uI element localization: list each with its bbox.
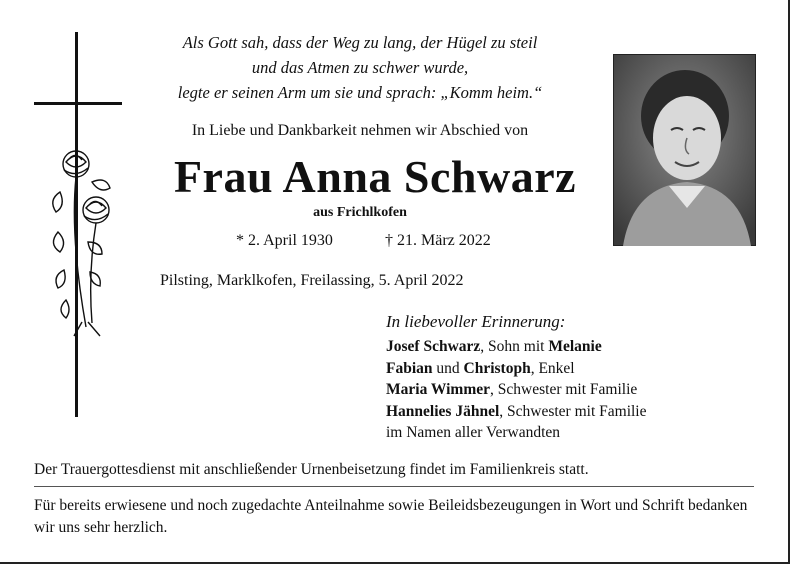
family-line [386, 336, 647, 358]
family-name: Maria Wimmer [386, 381, 491, 398]
poem-line: Als Gott sah, dass der Weg zu lang, der Hügel zu steil [182, 33, 538, 52]
family-relation: , Sohn mit [480, 338, 549, 355]
family-line [386, 379, 647, 401]
family-relation: , Schwester mit Familie [499, 402, 647, 420]
birth-date: * 2. April 1930 [236, 232, 333, 249]
family-relation: und [432, 359, 464, 377]
memory-title: In liebevoller Erinnerung: [386, 312, 566, 331]
family-name: Melanie [548, 338, 602, 355]
poem-line: legte er seinen Arm um sie und sprach: „Komm heim.“ [177, 83, 543, 102]
poem [130, 30, 590, 105]
cross-with-roses-icon [30, 32, 130, 417]
family-relation: , Enkel [530, 359, 575, 377]
family-line [386, 358, 647, 380]
portrait-photo [613, 54, 756, 246]
place-date: Pilsting, Marklkofen, Freilassing, 5. April 2022 [160, 272, 464, 289]
family-relation: , Schwester mit Familie [490, 381, 638, 398]
intro-text: In Liebe und Dankbarkeit nehmen wir Abschied von [191, 122, 529, 139]
family-name: Christoph [463, 359, 531, 377]
service-notice: Der Trauergottesdienst mit anschließender Urnenbeisetzung findet im Familienkreis statt. [34, 461, 589, 478]
family-name: Fabian [386, 359, 433, 377]
family-list [386, 336, 647, 444]
family-relation: im Namen aller Verwandten [386, 424, 561, 441]
family-name: Josef Schwarz [386, 338, 481, 355]
family-line [386, 422, 647, 444]
deceased-origin: aus Frichlkofen [313, 205, 407, 220]
deceased-name: Frau Anna Schwarz [173, 151, 577, 202]
poem-line: und das Atmen zu schwer wurde, [251, 58, 469, 77]
family-name: Hannelies Jähnel [386, 402, 500, 420]
divider [34, 486, 754, 487]
family-line [386, 401, 647, 423]
death-date: † 21. März 2022 [385, 232, 491, 249]
thanks-notice: Für bereits erwiesene und noch zugedachte Anteilnahme sowie Beileidsbezeugungen in Wort und Schrift bedanken wir uns sehr herzlich. [34, 497, 748, 536]
